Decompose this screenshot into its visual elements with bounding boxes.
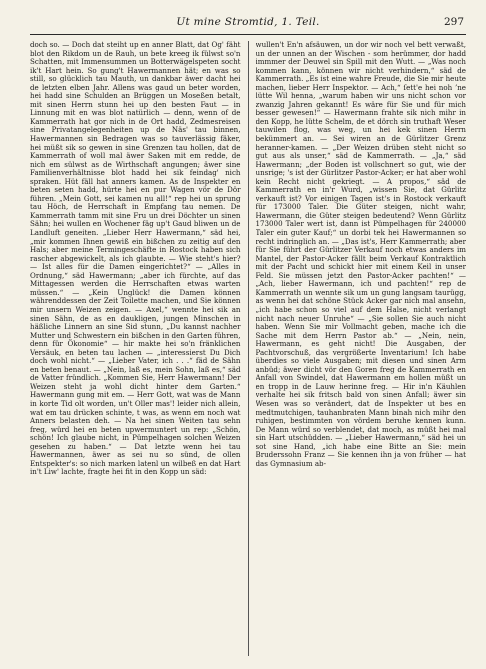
right-column: [256, 41, 467, 656]
right-column-text: wullen't En'n afsäuwen, un dor wir noch vel bett verwaßt, un der unnen an der Wischen - som herümmer, dor hadd immmer der Deuwel sin Spill mit den Wutt. — „Was noch kommen kann, können wir nicht verhindern,“ säd de Kammerrath. „Es ist eine wahre Freude, die Sie mir heute machen, lieber Herr Inspektor. — Ach,“ ſett'e hei noh ’ne lütte Wil henna, „warum haben wir uns nicht schon vor zwanzig Jahren gekannt! Es wäre für Sie und für mich besser gewesen!“ — Hawermann frahte sik nich mihr in den Kopp, he lütte Schelm, de et dörch sin truthaft Weser tauwilen flog, was weg, un hei kek sinen Herrn bekümmert an. — Sei wiren an de Gürlitzer Grenz heranner-kamen. — „Der Weizen drüben steht nicht so gut aus als unser,“ säd de Kammerrath. — „Ja,“ säd Hawermann; „der Boden ist vollschnert so gut, wie der unsrige; 's ist der Gürlitzer Pastor-Acker; er hat aber wohl kein Recht nicht gekriegt. — A propos,“ säd de Kammerrath en in'r Wurd, „wissen Sie, dat Gürlitz verkauft ist? Vor einigen Tagen ist's in Rostock verkauft für 173000 Taler. Die Güter steigen, nicht wahr, Hawermann, die Güter steigen bedeutend? Wenn Gürlitz 173000 Taler wert ist, dann ist Pümpelhagen für 240000 Taler ein guter Kauf;“ un dorbi tek hei Hawermannen so recht indringlich an. — „Das ist's, Herr Kammerrath; aber für Sie führt der Gürlitzer Verkauf noch etwas anders im Mantel, der Pastor-Acker fällt beim Verkauf Kontraktlich mit der Pacht und schickt hier mit einem Keil in unser Feld. Sie müssen jetzt den Pastor-Acker pachten!“ — „Ach, lieber Hawermann, ich und pachten!“ rep de Kammerrath un wennte sik um un gung langsam taurügg, as wenn hei dat schöne Stück Acker gar nich mal ansehn, „ich habe schon so viel auf dem Halse, nicht verlangt nicht nach neuer Unruhe“ — „Sie sollen Sie auch nicht haben. Wenn Sie mir Vollmacht geben, mache ich die Sache mit dem Herrn Pastor ab.“ — „Nein, nein, Hawermann, es geht nicht! Die Ausgaben, der Pachtvorschuß, das vergrößerte Inventarium! Ich habe überdies so viele Ausgaben; mit diesen und sinen Arm anbüd; äwer dicht vör den Goren freg de Kammerrath en Anfall von Swindel, dat Hawermann em hollen müßt un en tropp in de Lauw herinne freg. — Hir in'n Käuhlen verhalte hei sik fritsch bald von sinen Anfall; äwer sin Wesen was so verändert, dat de Inspekter ut bes en medtmutchigen, tauhanbraten Mann binah nich mihr den ruhigen, bestimmten von vördem beruhe kennen kunn. De Mann würd so verblendet, dat moch, as müßt hei mal sin Hart utschüdden. — „Lieber Hawermann,“ säd hei un sot sine Hand, „ich habe eine Bitte an Sie: mein Bruderssohn Franz — Sie kennen ihn ja von früher — hat das Gymnasium ab-: [255, 41, 466, 468]
page-number: 297: [443, 16, 464, 28]
header-rule: [30, 34, 466, 35]
running-title: Ut mine Stromtid, 1. Teil.: [176, 16, 320, 28]
left-column-text: doch so. — Doch dat steiht up en anner Blatt, dat Og' fäht blot den Rikdom un de Rauh, un bete kreeg ik fülwst so'n Schatten, mit Immensummen un Botterwägelspeten socht ik't Hart hein. So gung't Hawermannen hät; en was so still, so glücklich tau Mauth, un dankbar äwer dacht hei de letzten elben Jahr. Allens was gaud un beter worden, hei hadd sine Schulden an Brüggen un Moseßen betalt, mit sinen Herrn stunn hei up den besten Faut — in Linnung mit en was blot natürlich — denn, wenn of de Kammerrath hat gor nich in de Ort hadd, Zedmesreisen sine Privatangelegenheiten up de Näs' tau binnen, Hawermannen sin Bedragen was so tauverlässig fäker, hei müßt sik so gewen in sine Grenzen tau hollen, dat de Kammerrath of woll mal äwer Saken mit em redde, de nich em sülwst as de Wirthschaft angungen; äwer sine Familienverhältnisse blot hadd hei sik feindag' nich spraken. Hüt fäll hat anners kamen. As de Inspekter en beten seten hadd, hürte hei en pur Wagen vör de Dör führen. „Mein Gott, sei kamen nu all!“ rep hei un sprung tau Höch, de Herrschaft in Empfang tau nemen. De Kammerrath tamm mit sine Fru un drei Döchter un sinen Sähn; hei wullen en Wochener fäg up't Gaud bliwen un de Landluft geneiten. „Lieber Herr Hawermann,“ säd hei, „mir kommen Ihnen gewiß ein bißchen zu zeitig auf den Hals; aber meine Termingeschäfte in Rostock haben sich rascher abgewickelt, als ich glaubte. — Wie steht's hier? — Ist alles für die Damen eingerichtet?“ — „Alles in Ordnung,“ säd Hawermann; „aber ich fürchte, auf das Mittagessen werden die Herrschaften etwas warten müssen.“ — „Kein Unglück! die Damen können währenddessen der Zeit Toilette machen, und Sie können mir unsern Weizen zeigen. — Axel,“ wennte hei sik an sinen Sähn, de as en daukligen, jungen Minschen in häßliche Linnern an sine Sid stunn, „Du kannst nachher Mutter und Schwestern ein bißchen in den Garten führen, denn für Ökonomie“ — hir makte hei so'n fränklichen Versäuk, en beten tau lachen — „interessierst Du Dich doch wohl nicht.“ — „Lieber Vater, ich . . .“ fäd de Sähn en beten benaut. — „Nein, laß es, mein Sohn, laß es,“ säd de Vatter fründlich. „Kommen Sie, Herr Hawermann! Der Weizen steht ja wohl dicht hinter dem Garten.“ Hawermann gung mit em. — Herr Gott, wat was de Mann in korte Tid olt worden, un't Oller mas'! leider nich allein, wat em tau drücken schinte, t was, as wenn em noch wat Anners belasten deh. — Na hei sinen Weiten tau sehn freg, würd hei en beten upwermuntert un rep: „Schön, schön! Ich glaube nicht, in Pümpelhagen solchen Weizen gesehen zu haben.“ — Dat letzte wenn hei tau Hawermannen, äwer as sei nu so sünd, de ollen Entspekter's: so nich marken latenl un wilbeß en dat Hart in't Liw' lachte, fragte hei fit in den Kopp un säd:: [30, 41, 241, 477]
page-header: [30, 14, 466, 34]
text-columns: [30, 41, 466, 656]
column-divider: [248, 41, 249, 656]
left-column: [30, 41, 241, 656]
